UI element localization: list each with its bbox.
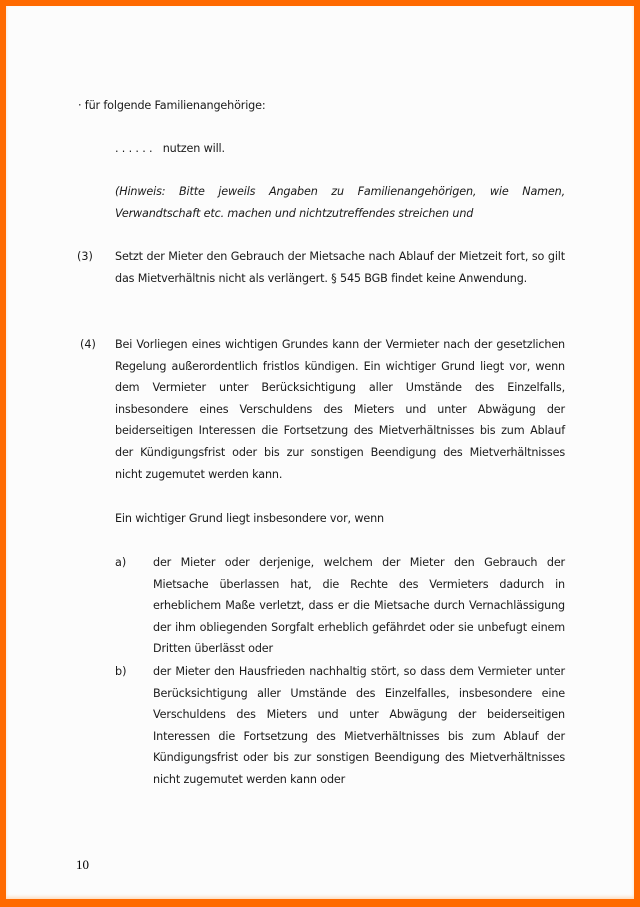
hint-note: (Hinweis: Bitte jeweils Angaben zu Familienangehörigen, wie Namen, Verwandtschaft etc. machen und nichtzutreffendes streichen und: [115, 185, 565, 220]
item-label-b: b): [115, 665, 127, 678]
section-number-4: (4): [80, 338, 96, 351]
item-label-a: a): [115, 556, 127, 569]
placeholder-line: [115, 138, 225, 160]
section-number-3: (3): [77, 250, 93, 263]
section-text-3: Setzt der Mieter den Gebrauch der Mietsache nach Ablauf der Mietzeit fort, so gilt das Mietverhältnis nicht als verlängert. § 545 BGB findet keine Anwendung.: [115, 250, 565, 285]
placeholder-dots: . . . . . .: [115, 142, 153, 155]
lead-in-text: Ein wichtiger Grund liegt insbesondere vor, wenn: [115, 512, 384, 525]
intro-line: · für folgende Familienangehörige:: [78, 99, 266, 112]
section-text-4: Bei Vorliegen eines wichtigen Grundes kann der Vermieter nach der gesetzlichen Regelung außerordentlich fristlos kündigen. Ein wichtiger Grund liegt vor, wenn dem Vermieter unter Berücksichtigung aller Umstände des Einzelfalls, insbesondere eines Verschuldens des Mieters und unter Abwägung der beiderseitigen Interessen die Fortsetzung des Mietverhältnisses bis zum Ablauf der Kündigungsfrist oder bis zur sonstigen Beendigung des Mietverhältnisses nicht zugemutet werden kann.: [115, 338, 565, 481]
item-text-b: der Mieter den Hausfrieden nachhaltig stört, so dass dem Vermieter unter Berücksichtigung aller Umstände des Einzelfalles, insbesondere eine Verschuldens des Mieters und unter Abwägung der beiderseitigen Interessen die Fortsetzung des Mietverhältnisses bis zum Ablauf der Kündigungsfrist oder bis zur sonstigen Beendigung des Mietverhältnisses nicht zugemutet werden kann oder: [153, 665, 565, 786]
placeholder-text: nutzen will.: [162, 142, 225, 155]
page-number: 10: [76, 857, 89, 872]
document-page: [6, 6, 634, 899]
item-text-a: der Mieter oder derjenige, welchem der Mieter den Gebrauch der Mietsache überlassen hat, die Rechte des Vermieters dadurch in erheblichem Maße verletzt, dass er die Mietsache durch Vernachlässigung der ihm obliegenden Sorgfalt erheblich gefährdet oder sie unbefugt einem Dritten überlässt oder: [153, 556, 565, 656]
